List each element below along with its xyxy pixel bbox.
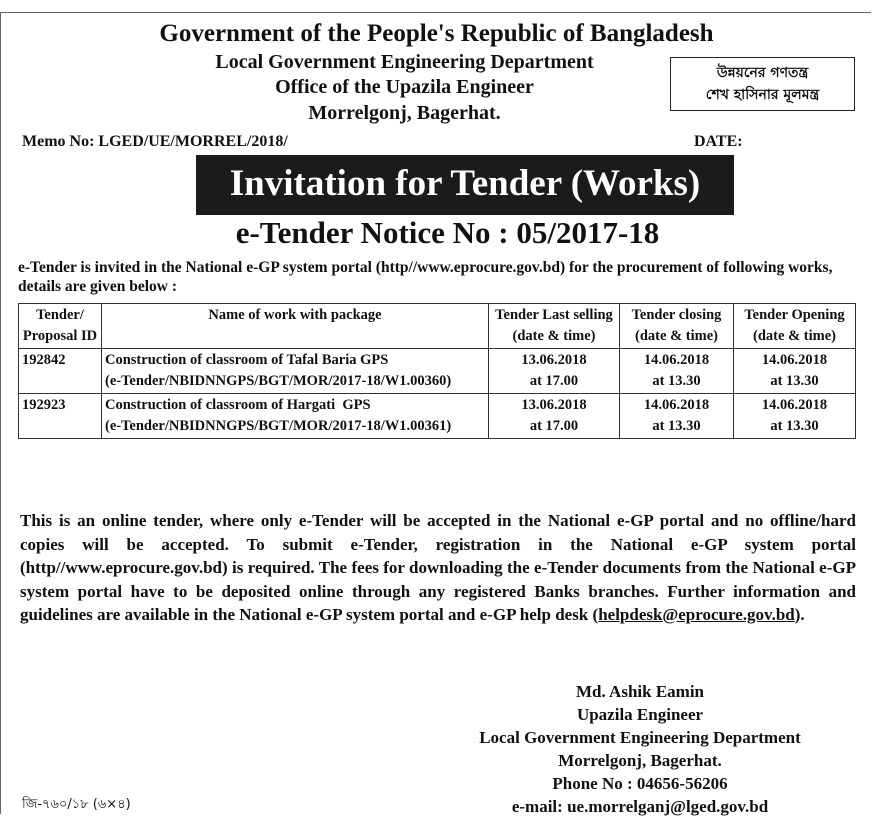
table-header-row (19, 304, 856, 349)
selling-time: at 17.00 (529, 373, 579, 389)
signature-block (430, 680, 850, 818)
closing-date: 14.06.2018 (643, 352, 710, 368)
selling-date: 13.06.2018 (521, 397, 587, 413)
table-row (19, 349, 856, 394)
tender-id-cell: 192923 (19, 394, 102, 439)
government-heading: Government of the People's Republic of Bangladesh (159, 20, 714, 47)
signatory-email[interactable]: e-mail: ue.morrelganj@lged.gov.bd (511, 797, 769, 816)
tender-id-cell: 192842 (19, 349, 102, 394)
selling-time: at 17.00 (529, 418, 579, 434)
signatory-designation: Upazila Engineer (576, 705, 704, 724)
header-closing: Tender closing (date & time) (620, 304, 734, 349)
office-heading: Office of the Upazila Engineer (275, 76, 534, 98)
signatory-location: Morrelgonj, Bagerhat. (558, 751, 722, 770)
signatory-department: Local Government Engineering Department (479, 728, 801, 747)
opening-cell (734, 394, 856, 439)
signatory-name: Md. Ashik Eamin (575, 682, 704, 701)
location-heading: Morrelgonj, Bagerhat. (308, 102, 501, 124)
selling-date: 13.06.2018 (521, 352, 587, 368)
memo-number: Memo No: LGED/UE/MORREL/2018/ (22, 133, 288, 150)
opening-date: 14.06.2018 (761, 397, 828, 413)
header-work-name: Name of work with package (102, 304, 489, 349)
header-tender-id: Tender/ Proposal ID (19, 304, 102, 349)
work-package: (e-Tender/NBIDNNGPS/BGT/MOR/2017-18/W1.00361) (105, 418, 452, 434)
tender-banner-title: Invitation for Tender (Works) (196, 155, 734, 215)
closing-cell (620, 394, 734, 439)
opening-time: at 13.30 (770, 418, 819, 434)
work-package: (e-Tender/NBIDNNGPS/BGT/MOR/2017-18/W1.00360) (105, 373, 452, 389)
body-paragraph (20, 509, 856, 627)
opening-cell (734, 349, 856, 394)
header-opening: Tender Opening (date & time) (734, 304, 856, 349)
header-last-selling: Tender Last selling (date & time) (489, 304, 620, 349)
closing-time: at 13.30 (652, 418, 701, 434)
body-text-end: ). (794, 605, 805, 624)
closing-cell (620, 349, 734, 394)
closing-time: at 13.30 (652, 373, 701, 389)
body-text: This is an online tender, where only e-Tender will be accepted in the National e-GP portal and no offline/hard copies will be accepted. To submit e-Tender, registration in the National e-GP system portal (http//www.eprocure.gov.bd) is required. The fees for downloading the e-Tender documents from the National e-GP system portal have to be deposited online through any registered Banks branches. Further information and guidelines are available in the National e-GP system portal and e-GP help desk ( (20, 511, 856, 624)
helpdesk-email-link[interactable]: helpdesk@eprocure.gov.bd (598, 605, 795, 624)
footer-code: জি-৭৬০/১৮ (৬×৪) (22, 797, 131, 812)
selling-cell (489, 394, 620, 439)
slogan-box (670, 57, 855, 111)
selling-cell (489, 349, 620, 394)
work-name: Construction of classroom of Tafal Baria GPS (105, 352, 389, 368)
work-name-cell (102, 394, 489, 439)
work-name: Construction of classroom of Hargati GPS (105, 397, 371, 413)
work-name-cell (102, 349, 489, 394)
table-row (19, 394, 856, 439)
slogan-line-2: শেখ হাসিনার মূলমন্ত্র (705, 87, 820, 103)
notice-number: e-Tender Notice No : 05/2017-18 (235, 215, 660, 250)
slogan-line-1: উন্নয়নের গণতন্ত্র (716, 65, 809, 81)
intro-paragraph: e-Tender is invited in the National e-GP system portal (http//www.eprocure.gov.bd) for the procurement of following works, details are given below : (18, 259, 833, 295)
department-heading: Local Government Engineering Department (215, 51, 594, 73)
tender-table (18, 303, 856, 439)
opening-date: 14.06.2018 (761, 352, 828, 368)
signatory-phone: Phone No : 04656-56206 (552, 774, 728, 793)
closing-date: 14.06.2018 (643, 397, 710, 413)
opening-time: at 13.30 (770, 373, 819, 389)
date-label: DATE: (694, 133, 743, 150)
